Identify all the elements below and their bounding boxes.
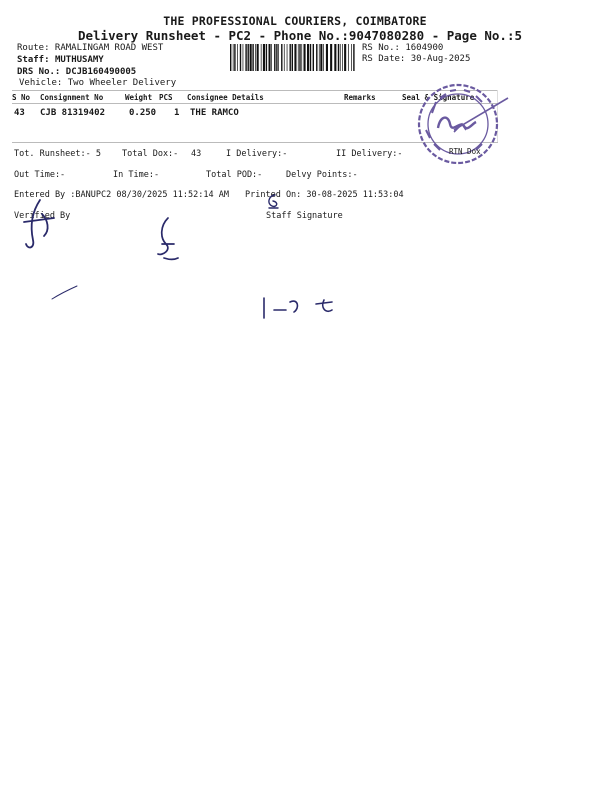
in-time: In Time:- [113,170,160,180]
barcode-image [230,44,356,71]
handwritten-signature-2 [150,214,186,264]
barcode-bar [301,44,302,71]
verified-by: Verified By [14,211,71,221]
barcode-bar [281,44,282,71]
barcode-bar [233,44,234,71]
barcode-bar [230,44,231,71]
barcode-bar [234,44,235,71]
verifier-signature [20,196,60,252]
barcode-bar [250,44,252,71]
barcode-bar [292,44,293,71]
pen-stroke-mark [50,284,80,302]
handwritten-number-mark [256,292,346,322]
barcode-bar [299,44,300,71]
cell-sno: 43 [14,108,25,118]
cell-pcs: 1 [174,108,180,118]
company-title: THE PROFESSIONAL COURIERS, COIMBATORE [163,14,427,28]
runsheet-title: Delivery Runsheet - PC2 - Phone No.:9047080280 - Page No.:5 [77,28,522,43]
out-time: Out Time:- [14,170,66,180]
barcode-bar [257,44,259,71]
stamp-rtn-dox: RTN Dox [449,147,481,156]
printed-on: Printed On: 30-08-2025 11:53:04 [245,190,404,200]
barcode-bar [261,44,262,71]
barcode-bar [263,44,265,71]
barcode-bar [255,44,256,71]
barcode-bar [334,44,336,71]
header-consignment: Consignment No [40,93,104,102]
barcode-bar [330,44,332,71]
barcode-bar [338,44,339,71]
staff-label: Staff: [17,55,55,65]
staff-value: MUTHUSAMY [54,55,104,65]
barcode-bar [307,44,309,71]
staff-initial-mark [264,192,282,210]
header-remarks: Remarks [344,93,376,102]
barcode-bar [316,44,317,71]
route-text: Route: RAMALINGAM ROAD WEST [17,43,164,53]
barcode-bar [323,44,324,71]
staff-signature-label: Staff Signature [266,211,343,221]
rs-date: RS Date: 30-Aug-2025 [362,54,471,64]
entered-by: Entered By :BANUPC2 08/30/2025 11:52:14 AM [14,190,229,200]
cell-weight: 0.250 [129,108,157,118]
barcode-bar [266,44,267,71]
barcode-bar [353,44,354,71]
barcode-bar [278,44,279,71]
barcode-bar [326,44,328,71]
barcode-bar [237,44,238,71]
header-weight: Weight [125,93,153,102]
drs-label: DRS No.: [17,67,66,77]
tot-runsheet: Tot. Runsheet:- 5 [14,149,101,159]
barcode-bar [243,44,244,71]
cell-consignment: CJB 81319402 [40,108,106,118]
ii-delivery: II Delivery:- [336,149,403,159]
cell-consignee: THE RAMCO [190,108,239,118]
i-delivery: I Delivery:- [226,149,288,159]
barcode-bar [298,44,299,71]
total-dox-label: Total Dox:- [122,149,179,159]
barcode-bar [248,44,249,71]
rs-number: RS No.: 1604900 [362,43,444,53]
barcode-bar [240,44,241,71]
barcode-bar [252,44,253,71]
barcode-bar [287,44,288,71]
barcode-bar [342,44,343,71]
total-dox-value: 43 [191,149,202,159]
barcode-bar [348,44,349,71]
barcode-bar [276,44,277,71]
barcode-bar [313,44,314,71]
barcode-bar [271,44,272,71]
barcode-bar [319,44,320,71]
barcode-bar [310,44,311,71]
drs-line [17,67,136,77]
vehicle-text: Vehicle: Two Wheeler Delivery [19,78,177,88]
barcode-bar [284,44,285,71]
barcode-bar [340,44,341,71]
barcode-bar [351,44,352,71]
barcode-bar [245,44,246,71]
barcode-bar [304,44,306,71]
barcode-bar [320,44,322,71]
total-pod: Total POD:- [206,170,263,180]
header-seal-signature: Seal & Signature [402,93,475,102]
barcode-bar [294,44,296,71]
header-pcs: PCS [159,93,173,102]
barcode-bar [290,44,291,71]
company-seal-stamp [410,80,510,170]
header-sno: S No [12,93,31,102]
barcode-bar [274,44,275,71]
staff-line [17,55,104,65]
header-consignee: Consignee Details [187,93,264,102]
barcode-bar [269,44,271,71]
delvy-points: Delvy Points:- [286,170,358,180]
barcode-bar [344,44,346,71]
drs-value: DCJB160490005 [65,67,137,77]
